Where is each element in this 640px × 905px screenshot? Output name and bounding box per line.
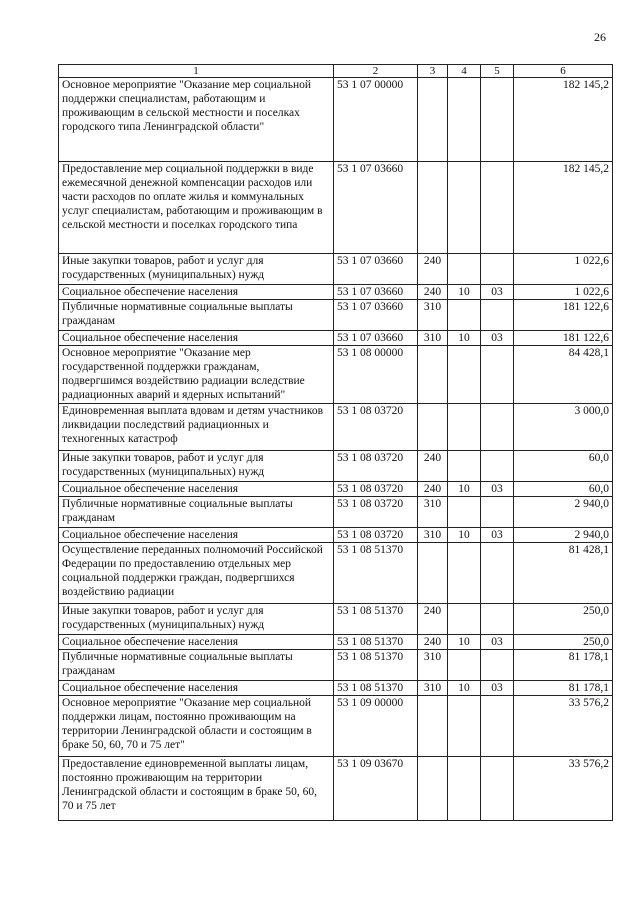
row-pr <box>481 543 514 604</box>
table-row <box>59 650 613 681</box>
row-rz <box>448 162 481 254</box>
table-row <box>59 497 613 528</box>
row-vr: 310 <box>418 300 448 331</box>
row-code: 53 1 07 03660 <box>334 162 418 254</box>
header-col-2: 2 <box>334 65 418 78</box>
row-pr <box>481 451 514 482</box>
header-col-4: 4 <box>448 65 481 78</box>
row-vr <box>418 404 448 451</box>
table-row <box>59 757 613 821</box>
table-body <box>59 78 613 821</box>
table-row <box>59 528 613 543</box>
row-pr: 03 <box>481 285 514 300</box>
row-pr <box>481 604 514 635</box>
row-pr <box>481 162 514 254</box>
row-sum: 250,0 <box>514 635 613 650</box>
row-code: 53 1 08 03720 <box>334 404 418 451</box>
row-pr <box>481 497 514 528</box>
row-pr <box>481 254 514 285</box>
table-row <box>59 604 613 635</box>
table-row <box>59 451 613 482</box>
row-sum: 181 122,6 <box>514 300 613 331</box>
row-pr: 03 <box>481 635 514 650</box>
row-name: Основное мероприятие "Оказание мер социальной поддержки специалистам, работающим и проживающим в сельской местности и поселках городского типа Ленинградской области" <box>59 78 334 162</box>
row-rz <box>448 696 481 757</box>
row-rz <box>448 604 481 635</box>
row-rz: 10 <box>448 285 481 300</box>
row-sum: 181 122,6 <box>514 331 613 346</box>
row-code: 53 1 08 03720 <box>334 497 418 528</box>
row-vr <box>418 346 448 404</box>
table-row <box>59 346 613 404</box>
row-rz <box>448 346 481 404</box>
row-vr <box>418 162 448 254</box>
row-name: Социальное обеспечение населения <box>59 482 334 497</box>
row-sum: 1 022,6 <box>514 254 613 285</box>
row-sum: 84 428,1 <box>514 346 613 404</box>
row-vr: 310 <box>418 497 448 528</box>
row-sum: 33 576,2 <box>514 696 613 757</box>
row-pr <box>481 404 514 451</box>
table-row <box>59 78 613 162</box>
row-name: Иные закупки товаров, работ и услуг для государственных (муниципальных) нужд <box>59 604 334 635</box>
row-vr: 240 <box>418 604 448 635</box>
row-name: Предоставление единовременной выплаты лицам, постоянно проживающим на территории Ленинградской области и состоящим в браке 50, 60, 70 и 75 лет <box>59 757 334 821</box>
row-vr: 310 <box>418 331 448 346</box>
row-rz: 10 <box>448 681 481 696</box>
row-name: Социальное обеспечение населения <box>59 681 334 696</box>
row-code: 53 1 07 03660 <box>334 300 418 331</box>
row-name: Осуществление переданных полномочий Российской Федерации по предоставлению отдельных мер социальной поддержки граждан, подвергшихся воздействию радиации <box>59 543 334 604</box>
row-code: 53 1 07 03660 <box>334 285 418 300</box>
row-sum: 81 178,1 <box>514 681 613 696</box>
row-sum: 182 145,2 <box>514 78 613 162</box>
row-code: 53 1 08 51370 <box>334 604 418 635</box>
row-code: 53 1 08 03720 <box>334 482 418 497</box>
table-row <box>59 482 613 497</box>
row-pr: 03 <box>481 482 514 497</box>
row-pr <box>481 650 514 681</box>
row-rz: 10 <box>448 482 481 497</box>
row-sum: 3 000,0 <box>514 404 613 451</box>
row-code: 53 1 08 51370 <box>334 681 418 696</box>
table-row <box>59 543 613 604</box>
table-row <box>59 162 613 254</box>
table-row <box>59 285 613 300</box>
row-sum: 81 428,1 <box>514 543 613 604</box>
row-vr: 240 <box>418 451 448 482</box>
header-col-3: 3 <box>418 65 448 78</box>
row-vr: 240 <box>418 482 448 497</box>
row-name: Иные закупки товаров, работ и услуг для государственных (муниципальных) нужд <box>59 254 334 285</box>
row-pr <box>481 757 514 821</box>
row-pr <box>481 300 514 331</box>
row-sum: 33 576,2 <box>514 757 613 821</box>
table-header-row <box>59 65 613 78</box>
table-row <box>59 300 613 331</box>
header-col-6: 6 <box>514 65 613 78</box>
row-vr <box>418 757 448 821</box>
row-rz <box>448 497 481 528</box>
row-sum: 60,0 <box>514 451 613 482</box>
row-name: Публичные нормативные социальные выплаты гражданам <box>59 650 334 681</box>
row-name: Иные закупки товаров, работ и услуг для государственных (муниципальных) нужд <box>59 451 334 482</box>
budget-table <box>58 64 613 821</box>
page-number: 26 <box>594 30 606 44</box>
row-code: 53 1 07 00000 <box>334 78 418 162</box>
row-code: 53 1 08 03720 <box>334 528 418 543</box>
table-row <box>59 254 613 285</box>
row-rz <box>448 757 481 821</box>
header-col-1: 1 <box>59 65 334 78</box>
row-vr: 310 <box>418 650 448 681</box>
row-vr: 310 <box>418 681 448 696</box>
row-pr: 03 <box>481 528 514 543</box>
row-code: 53 1 09 03670 <box>334 757 418 821</box>
table-row <box>59 681 613 696</box>
row-name: Единовременная выплата вдовам и детям участников ликвидации последствий радиационных и техногенных катастроф <box>59 404 334 451</box>
table-row <box>59 635 613 650</box>
row-rz: 10 <box>448 635 481 650</box>
row-code: 53 1 08 00000 <box>334 346 418 404</box>
row-rz: 10 <box>448 331 481 346</box>
row-vr: 310 <box>418 528 448 543</box>
row-code: 53 1 07 03660 <box>334 331 418 346</box>
row-rz <box>448 404 481 451</box>
row-pr <box>481 346 514 404</box>
row-sum: 182 145,2 <box>514 162 613 254</box>
row-sum: 81 178,1 <box>514 650 613 681</box>
row-rz <box>448 78 481 162</box>
row-name: Предоставление мер социальной поддержки в виде ежемесячной денежной компенсации расходов или части расходов по оплате жилья и коммунальных услуг специалистам, работающим и проживающим в сельской местности и поселках городского типа <box>59 162 334 254</box>
table-row <box>59 331 613 346</box>
row-name: Социальное обеспечение населения <box>59 528 334 543</box>
row-rz <box>448 254 481 285</box>
row-sum: 2 940,0 <box>514 528 613 543</box>
row-code: 53 1 09 00000 <box>334 696 418 757</box>
row-code: 53 1 08 51370 <box>334 543 418 604</box>
row-name: Социальное обеспечение населения <box>59 331 334 346</box>
row-vr <box>418 78 448 162</box>
row-name: Основное мероприятие "Оказание мер социальной поддержки лицам, постоянно проживающим на территории Ленинградской области и состоящим в браке 50, 60, 70 и 75 лет" <box>59 696 334 757</box>
table-row <box>59 404 613 451</box>
row-vr: 240 <box>418 285 448 300</box>
row-name: Публичные нормативные социальные выплаты гражданам <box>59 300 334 331</box>
row-sum: 250,0 <box>514 604 613 635</box>
row-pr <box>481 696 514 757</box>
row-name: Основное мероприятие "Оказание мер государственной поддержки гражданам, подвергшимся воздействию радиации вследствие радиационных аварий и ядерных испытаний" <box>59 346 334 404</box>
row-pr <box>481 78 514 162</box>
row-pr: 03 <box>481 681 514 696</box>
row-sum: 60,0 <box>514 482 613 497</box>
row-vr: 240 <box>418 254 448 285</box>
row-name: Социальное обеспечение населения <box>59 285 334 300</box>
row-pr: 03 <box>481 331 514 346</box>
row-vr: 240 <box>418 635 448 650</box>
row-code: 53 1 08 51370 <box>334 635 418 650</box>
row-rz: 10 <box>448 528 481 543</box>
row-rz <box>448 300 481 331</box>
header-col-5: 5 <box>481 65 514 78</box>
row-rz <box>448 543 481 604</box>
row-code: 53 1 08 03720 <box>334 451 418 482</box>
row-sum: 1 022,6 <box>514 285 613 300</box>
row-vr <box>418 543 448 604</box>
table-row <box>59 696 613 757</box>
row-name: Социальное обеспечение населения <box>59 635 334 650</box>
row-rz <box>448 650 481 681</box>
row-vr <box>418 696 448 757</box>
row-rz <box>448 451 481 482</box>
row-code: 53 1 08 51370 <box>334 650 418 681</box>
row-code: 53 1 07 03660 <box>334 254 418 285</box>
row-name: Публичные нормативные социальные выплаты гражданам <box>59 497 334 528</box>
row-sum: 2 940,0 <box>514 497 613 528</box>
